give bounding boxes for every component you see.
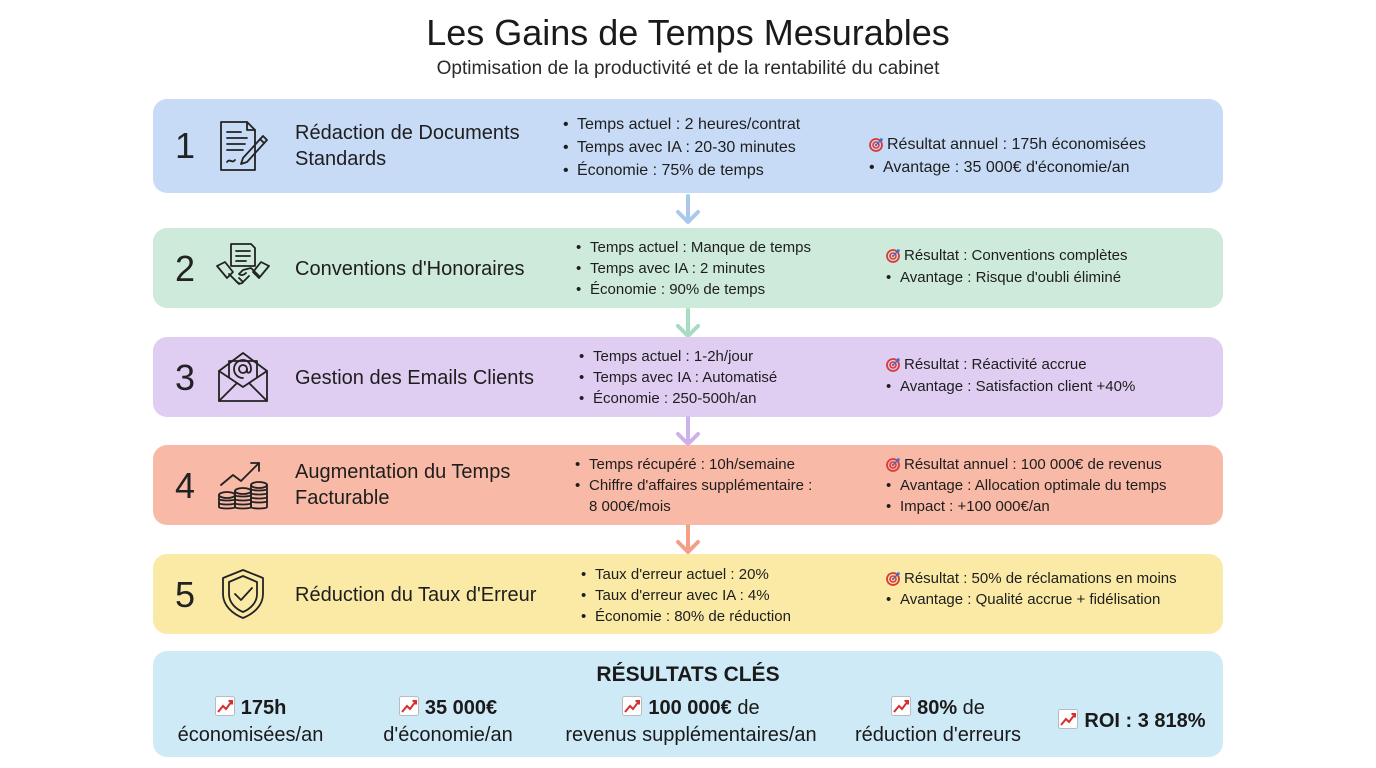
result-item: Résultat annuel : 175h économisées [869, 133, 1146, 156]
chart-increasing-icon [622, 696, 642, 716]
detail-item: • Chiffre d'affaires supplémentaire : [575, 477, 813, 494]
chart-increasing-icon [215, 696, 235, 716]
step-card-1 [153, 99, 1223, 193]
summary-stat: 175h économisées/an [177, 697, 324, 746]
coins-growth-icon [215, 457, 271, 513]
detail-item: • Économie : 75% de temps [563, 162, 764, 179]
detail-item: • Temps avec IA : Automatisé [579, 369, 778, 386]
handshake-document-icon [215, 240, 271, 296]
result-item: • Avantage : Satisfaction client +40% [886, 378, 1136, 395]
detail-item: • Temps avec IA : 20-30 minutes [563, 139, 796, 156]
step-card-3 [153, 337, 1223, 417]
detail-item: • Taux d'erreur actuel : 20% [581, 566, 769, 583]
summary-stat: 100 000€ de revenus supplémentaires/an [565, 697, 817, 746]
target-icon [886, 358, 900, 372]
target-icon [869, 138, 883, 152]
step-results [886, 454, 1167, 517]
step-title: Conventions d'Honoraires [295, 258, 525, 280]
result-item: • Impact : +100 000€/an [886, 498, 1050, 515]
step-number: 3 [175, 357, 196, 398]
result-item: • Avantage : Allocation optimale du temps [886, 477, 1167, 494]
result-item: • Avantage : Risque d'oubli éliminé [886, 269, 1122, 286]
detail-item: • Temps actuel : 1-2h/jour [579, 348, 754, 365]
result-item: • Avantage : Qualité accrue + fidélisation [886, 591, 1161, 608]
page-title: Les Gains de Temps Mesurables [426, 12, 950, 53]
step-card-2 [153, 228, 1223, 308]
summary-stat: 80% de réduction d'erreurs [854, 697, 1022, 746]
target-icon [886, 572, 900, 586]
result-item: Résultat : Conventions complètes [886, 245, 1127, 267]
step-details [576, 237, 811, 300]
step-number: 1 [175, 125, 196, 166]
shield-check-icon [215, 566, 271, 622]
step-number: 2 [175, 248, 196, 289]
step-details [579, 346, 777, 409]
step-details [581, 564, 791, 627]
step-results [869, 133, 1146, 179]
step-card-5 [153, 554, 1223, 634]
detail-item: • Temps avec IA : 2 minutes [576, 260, 766, 277]
result-item: • Avantage : 35 000€ d'économie/an [869, 159, 1130, 176]
page-subtitle: Optimisation de la productivité et de la rentabilité du cabinet [436, 58, 940, 79]
result-item: Résultat : Réactivité accrue [886, 354, 1135, 376]
summary-stat-roi: ROI : 3 818% [1045, 708, 1219, 735]
detail-item: • Temps récupéré : 10h/semaine [575, 456, 795, 473]
step-results [886, 568, 1177, 610]
chart-increasing-icon [1058, 709, 1078, 729]
chart-increasing-icon [399, 696, 419, 716]
document-pen-icon [215, 118, 271, 174]
email-envelope-icon [215, 349, 271, 405]
step-number: 5 [175, 574, 196, 615]
summary-panel [153, 651, 1223, 757]
step-card-4 [153, 445, 1223, 525]
step-number: 4 [175, 465, 196, 506]
step-title: Augmentation du Temps Facturable [295, 461, 511, 509]
summary-title: RÉSULTATS CLÉS [596, 663, 780, 686]
detail-item: • Économie : 80% de réduction [581, 608, 791, 625]
down-arrow-icon [673, 194, 703, 228]
step-title: Rédaction de Documents Standards [295, 122, 520, 170]
target-icon [886, 249, 900, 263]
target-icon [886, 458, 900, 472]
detail-item: • Économie : 250-500h/an [579, 390, 757, 407]
step-results [886, 245, 1127, 289]
down-arrow-icon [673, 524, 703, 558]
result-item: Résultat annuel : 100 000€ de revenus [886, 454, 1167, 475]
chart-increasing-icon [891, 696, 911, 716]
detail-item: • Taux d'erreur avec IA : 4% [581, 587, 770, 604]
detail-item: • Temps actuel : Manque de temps [576, 239, 811, 256]
detail-item: • Économie : 90% de temps [576, 281, 766, 298]
step-results [886, 354, 1135, 398]
step-details [575, 454, 812, 517]
result-item: Résultat : 50% de réclamations en moins [886, 568, 1177, 589]
step-details [563, 113, 800, 182]
summary-stat: 35 000€ d'économie/an [383, 697, 513, 746]
detail-item: • Temps actuel : 2 heures/contrat [563, 116, 801, 133]
detail-item: 8 000€/mois [589, 498, 671, 515]
step-title: Gestion des Emails Clients [295, 367, 534, 389]
step-title: Réduction du Taux d'Erreur [295, 584, 537, 606]
